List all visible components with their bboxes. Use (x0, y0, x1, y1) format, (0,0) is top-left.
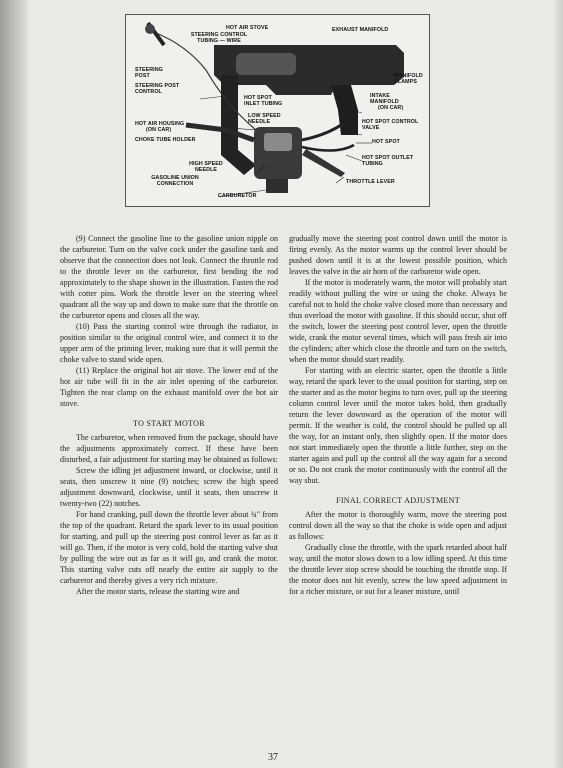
carburetor-base-shape (266, 179, 288, 193)
paragraph-electric-starter: For starting with an electric starter, open the throttle a little way, retard the spark lever to the usual position for starting, step on the starter and as the motor begins to turn over, pull up the steering column control lever until the motor takes hold, then gradually return the lever downward as the operation of the motor will permit. If the weather is cold, the control should be pulled up all the way, for an instant only, then slightly open. If the motor does not start immediately open the throttle a little further, step on the starter again and pull up the control all the way again for a second or so. Do not crank the motor continuously with the control all the way shut. (289, 366, 507, 485)
paragraph-after-motor-starts: After the motor starts, release the starting wire and (76, 587, 240, 596)
throttle-lever-shape (302, 149, 345, 177)
paragraph-continued: gradually move the steering post control down until the motor is firing evenly. As the motor warms up the control lever should be pushed down until it is at the lowest possible position, which leaves the valve in the air horn of the carburetor wide open. (289, 234, 507, 276)
label-exhaust-manifold: EXHAUST MANIFOLD (332, 27, 389, 33)
carburetor-installation-illustration (125, 14, 430, 207)
label-low-speed-needle: LOW SPEED NEEDLE (248, 113, 281, 125)
paragraph-step-11: (11) Replace the original hot air stove. The lower end of the hot air tube will fit in the air inlet opening of the carburetor. Tighten the rear clamp on the exhaust manifold over the hot air stove. (60, 366, 278, 408)
page-gutter-shadow (0, 0, 28, 768)
label-hot-spot: HOT SPOT (372, 139, 400, 145)
label-steering-control-tubing: STEERING CONTROL TUBING — WIRE (190, 32, 248, 44)
label-hot-air-housing: HOT AIR HOUSING (135, 121, 185, 127)
label-choke-tube-holder: CHOKE TUBE HOLDER (135, 137, 196, 143)
label-hot-spot-inlet-tubing: HOT SPOT INLET TUBING (244, 95, 283, 107)
label-manifold-clamps: MANIFOLD CLAMPS (394, 73, 423, 85)
label-throttle-lever: THROTTLE LEVER (346, 179, 395, 185)
manifold-highlight (236, 53, 296, 75)
paragraph-close-throttle: Gradually close the throttle, with the spark retarded about half way, until the motor slows down to a low idling speed. At this time the throttle lever stop screw should be touching the throttle stop. If the motor does not hit evenly, screw the low speed adjustment in for a richer mixture, or out for a leaner mixture, until (289, 543, 507, 596)
label-steering-post-control: STEERING POST CONTROL (135, 83, 180, 95)
hot-spot-outlet-tubing-shape (302, 145, 354, 151)
paragraph-thoroughly-warm: After the motor is thoroughly warm, move the steering post control down all the way so that the choke is wide open and adjust as follows: (289, 510, 507, 541)
heading-final-correct-adjustment: FINAL CORRECT ADJUSTMENT (336, 496, 460, 505)
hot-spot-tubing-shape (302, 125, 341, 140)
paragraph-carburetor-adjustments: The carburetor, when removed from the package, should have the adjustments approximately correct. If these have been disturbed, a fair adjustment for starting may be obtained as follows: (60, 433, 278, 464)
label-gasoline-union-connection: GASOLINE UNION CONNECTION (151, 175, 199, 187)
label-intake-manifold-sub: (ON CAR) (378, 105, 404, 111)
label-hot-spot-outlet-tubing: HOT SPOT OUTLET TUBING (362, 155, 414, 167)
paragraph-step-10: (10) Pass the starting control wire through the radiator, in position similar to the original control wire, and connect it to the upper arm of the priming lever, making sure that it will permit the choke valve to stand wide open. (60, 322, 278, 364)
label-intake-manifold: INTAKE MANIFOLD (370, 93, 399, 105)
paragraph-idling-jet: Screw the idling jet adjustment inward, or clockwise, until it seats, then unscrew it nine (9) notches; screw the high speed adjustment downward, clockwise, until it seats, then unscrew it twenty-two (22) notches. (60, 466, 278, 508)
left-text-column (60, 233, 278, 597)
label-carburetor: CARBURETOR (218, 193, 257, 199)
paragraph-moderately-warm: If the motor is moderately warm, the motor will probably start readily without pulling the wire or using the choke. Always be careful not to hold the choke valve closed more than necessary and thus overload the motor with gasoline. If this should occur, shut off the switch, lower the steering post control lever, open the throttle wide, crank the motor several times, which will pass fresh air into the cylinders; after which close the throttle and turn on the switch, when the motor should start readily. (289, 278, 507, 364)
page-number: 37 (268, 752, 278, 763)
label-hot-spot-control-valve: HOT SPOT CONTROL VALVE (362, 119, 419, 131)
label-steering-post: STEERING POST (135, 67, 163, 79)
label-high-speed-needle: HIGH SPEED NEEDLE (189, 161, 223, 173)
label-hot-air-stove: HOT AIR STOVE (226, 25, 269, 31)
paragraph-step-9: (9) Connect the gasoline line to the gasoline union nipple on the carburetor. Turn on the valve cock under the gasoline tank and observe that the connection does not leak. Connect the throttle rod to the throttle lever on the carburetor, first bending the rod approximately to the shape shown in the illustration. Fasten the rod with cotter pins. Work the throttle lever on the steering wheel quadrant all the way up and down to make sure that the throttle on the carburetor opens and closes all the way. (60, 234, 278, 320)
heading-to-start-motor: TO START MOTOR (133, 419, 205, 428)
right-text-column (289, 233, 507, 597)
carburetor-bowl-shape (264, 133, 292, 151)
paragraph-hand-cranking: For hand cranking, pull down the throttle lever about ¾" from the top of the quadrant. Retard the spark lever to its usual position for starting, and pull up the steering post control lever as far as it will go. Then, if the motor is very cold, hold the starting valve shut by pulling the wire out as far as it will go, and crank the motor. This starting valve cuts off nearly the entire air supply to the carburetor and thereby gives a very rich mixture. (60, 510, 278, 585)
page-edge-shadow (553, 0, 563, 768)
label-hot-air-housing-sub: (ON CAR) (146, 127, 172, 133)
steering-post-control-knob (145, 24, 155, 34)
